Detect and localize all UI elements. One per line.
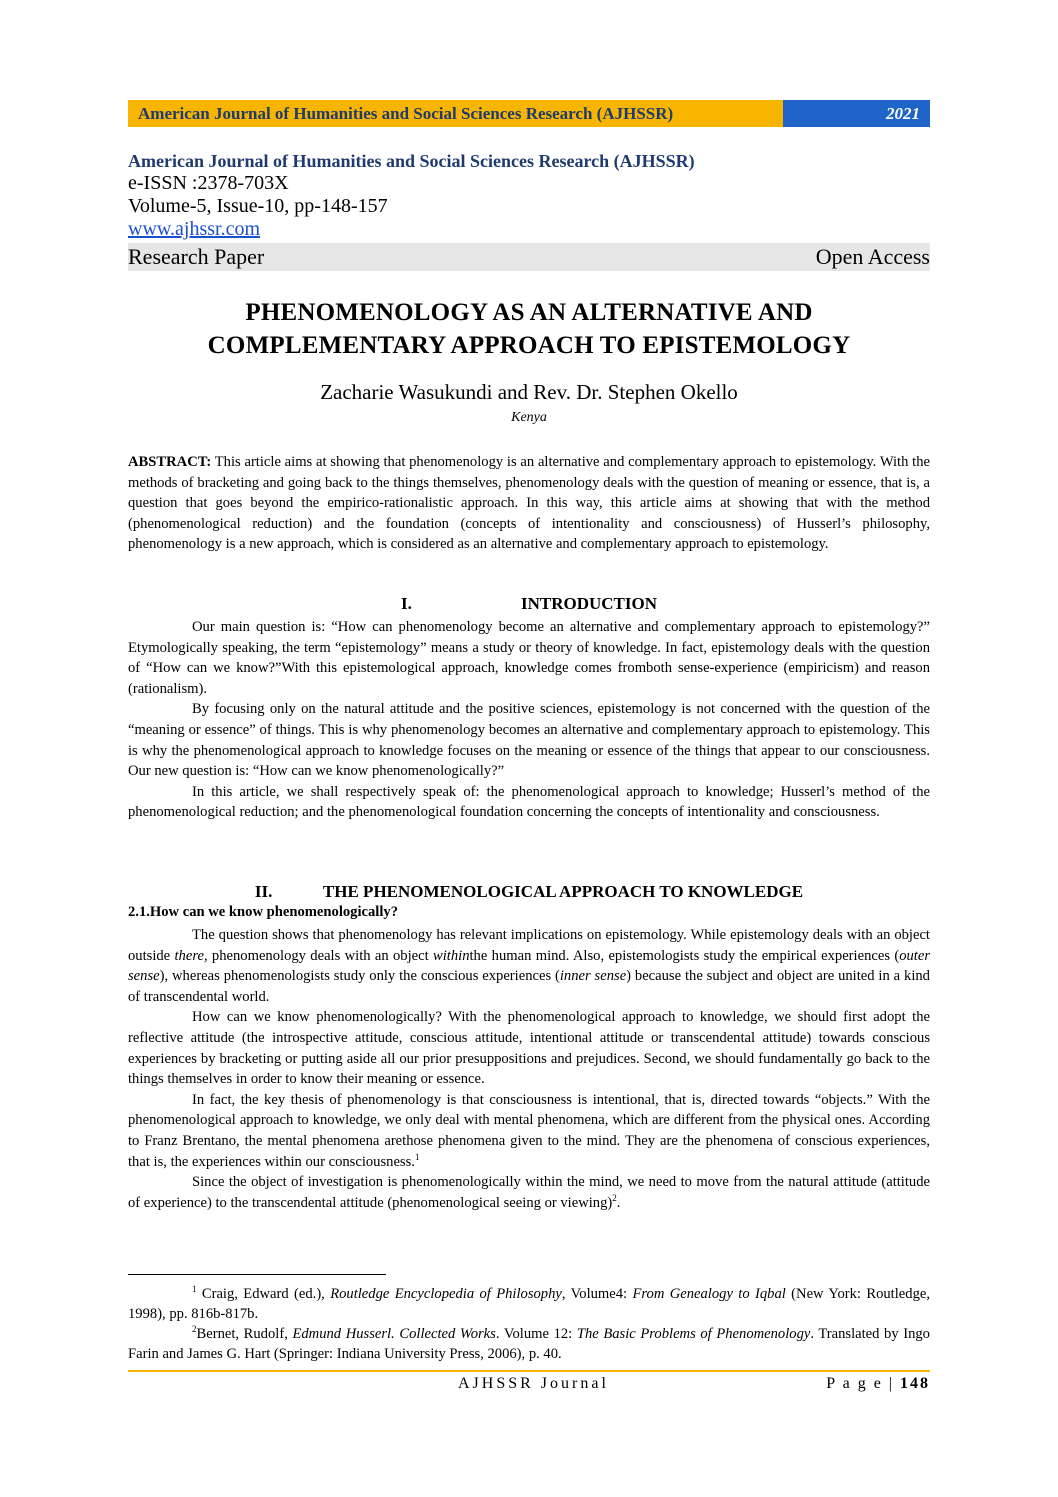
paper-type: Research Paper — [128, 244, 265, 269]
abstract — [128, 452, 930, 555]
footnote-ref[interactable]: 2 — [612, 1192, 617, 1203]
title-line-1: PHENOMENOLOGY AS AN ALTERNATIVE AND — [245, 299, 813, 326]
footnote-2: $^2$Bernet, Rudolf, Edmund Husserl. Collected Works. Volume 12: The Basic Problems of Phenomenology. Translated by Ingo Farin and James G. Hart (Springer: Indiana University Press, 2006), p. 40. — [128, 1324, 930, 1362]
paragraph: In this article, we shall respectively speak of: the phenomenological approach to knowledge; Husserl’s method of the phenomenological reduction; and the phenomenological foundation concerning the concepts of intentionality and consciousness. — [128, 783, 930, 821]
masthead-url-link[interactable]: www.ajhssr.com — [128, 218, 261, 240]
paragraph: By focusing only on the natural attitude and the positive sciences, epistemology is not concerned with the question of the “meaning or essence” of things. This is why phenomenology becomes an alternative and complementary approach to epistemology. This is why the phenomenological approach to knowledge focuses on the meaning or essence of the things that appear to our consciousness. Our new question is: “How can we know phenomenologically?” — [128, 701, 930, 780]
abstract-text: This article aims at showing that phenomenology is an alternative and complementary approach to epistemology. With the methods of bracketing and going back to the things themselves, phenomenology deals with the question of meaning or essence, that is, a question that goes beyond the empirico-rationalistic approach. In this way, this article aims at showing that with the method (phenomenological reduction) and the foundation (concepts of intentionality and consciousness) of Husserl’s philosophy, phenomenology is a new approach, which is considered as an alternative and complementary approach to epistemology. — [128, 454, 930, 553]
paper-title — [128, 296, 930, 362]
paper-type-bar — [128, 243, 930, 271]
section-title: THE PHENOMENOLOGICAL APPROACH TO KNOWLEDGE — [322, 882, 804, 901]
footer-page: P a g e | 148 — [826, 1375, 930, 1392]
paragraph: In fact, the key thesis of phenomenology is that consciousness is intentional, that is, directed towards “objects.” With the phenomenological approach to knowledge, we only deal with mental phenomena, which are different from the physical ones. According to Franz Brentano, the mental phenomena arethose phenomena given to the mind. They are the phenomena of conscious experiences, that is, the experiences within our consciousness.$^1$ — [128, 1091, 930, 1170]
paragraph: The question shows that phenomenology has relevant implications on epistemology. While epistemology deals with an object outside there, phenomenology deals with an object withinthe human mind. Also, epistemologists study the empirical experiences (outer sense), whereas phenomenologists study only the conscious experiences (inner sense) because the subject and object are united in a kind of transcendental world. — [128, 927, 931, 1005]
section-heading-1 — [128, 594, 930, 614]
masthead-volume: Volume-5, Issue-10, pp-148-157 — [128, 195, 388, 217]
abstract-label: ABSTRACT: — [128, 454, 212, 470]
title-line-2: COMPLEMENTARY APPROACH TO EPISTEMOLOGY — [207, 332, 851, 359]
section-number: I. — [400, 594, 412, 613]
masthead-issn: e-ISSN :2378-703X — [128, 172, 289, 194]
paragraph: Since the object of investigation is phenomenologically within the mind, we need to move from the natural attitude (attitude of experience) to the transcendental attitude (phenomenological seeing or viewing)$^2$. — [128, 1174, 930, 1211]
footnote-ref[interactable]: 1 — [414, 1151, 420, 1162]
footnotes — [128, 1284, 930, 1364]
paragraph: How can we know phenomenologically? With the phenomenological approach to knowledge, we should first adopt the reflective attitude (the introspective attitude, conscious attitude, intentional attitude or transcendental attitude) towards conscious experiences by bracketing or putting aside all our prior presuppositions and prejudices. Second, we should fundamentally go back to the things themselves in order to know their meaning or essence. — [128, 1009, 930, 1088]
journal-header-band — [128, 100, 930, 127]
masthead — [128, 150, 930, 271]
paragraph: Our main question is: “How can phenomenology become an alternative and complementary approach to epistemology?” Etymologically speaking, the term “epistemology” means a study or theory of knowledge. In fact, epistemology deals with the question of “How can we know?”With this epistemological approach, knowledge comes fromboth sense-experience (empiricism) and reason (rationalism). — [128, 619, 930, 697]
subsection-heading: 2.1.How can we know phenomenologically? — [128, 904, 398, 920]
authors: Zacharie Wasukundi and Rev. Dr. Stephen Okello — [320, 380, 738, 404]
section-number: II. — [254, 882, 273, 901]
header-year: 2021 — [783, 100, 930, 127]
masthead-journal: American Journal of Humanities and Social Sciences Research (AJHSSR) — [128, 151, 695, 171]
header-journal-title: American Journal of Humanities and Social Sciences Research (AJHSSR) — [128, 100, 783, 127]
paper-page — [128, 0, 930, 1497]
introduction-body — [128, 617, 930, 823]
footnote-1: $^1$ Craig, Edward (ed.), Routledge Encyclopedia of Philosophy, Volume4: From Genealogy to Iqbal (New York: Routledge, 1998), pp. 816b-817b. — [128, 1284, 930, 1322]
footnote-divider — [128, 1274, 386, 1275]
section-heading-2 — [128, 882, 930, 902]
section-title: INTRODUCTION — [520, 594, 658, 613]
page-number: 148 — [900, 1375, 930, 1392]
footer-journal: AJHSSR Journal — [458, 1375, 609, 1392]
author-country: Kenya — [511, 410, 547, 425]
access-type: Open Access — [815, 244, 930, 269]
section-2-body — [128, 925, 930, 1213]
footer-divider — [128, 1370, 930, 1372]
